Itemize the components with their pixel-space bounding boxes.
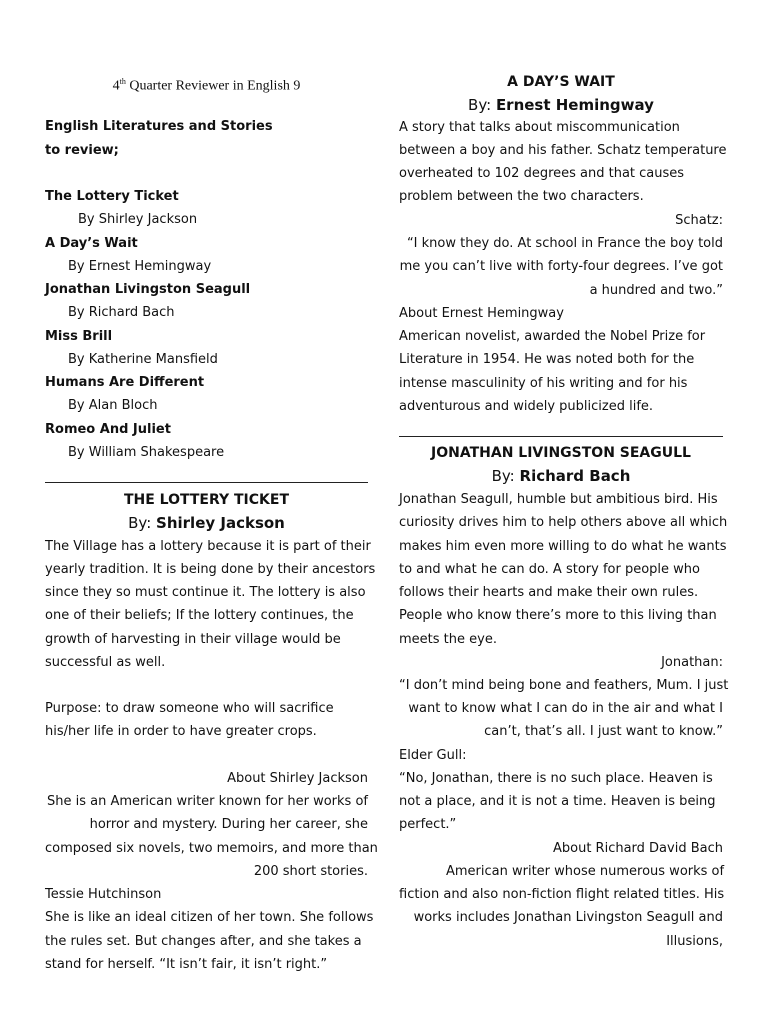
about-label: About Ernest Hemingway <box>399 306 564 321</box>
about-line: adventurous and widely publicized life. <box>399 399 654 414</box>
section-divider <box>45 482 368 483</box>
summary-line: curiosity drives him to help others above all which <box>399 515 728 530</box>
about-line: 200 short stories. <box>253 864 368 879</box>
section-byline: By: Richard Bach <box>491 467 631 485</box>
list-author: By Ernest Hemingway <box>68 259 212 274</box>
page-header: 4th Quarter Reviewer in English 9 <box>112 77 301 94</box>
about-line: Literature in 1954. He was noted both for the <box>399 352 695 367</box>
list-title: Romeo And Juliet <box>45 422 171 437</box>
summary-line: between a boy and his father. Schatz temperature <box>399 143 727 158</box>
quote-line: a hundred and two.” <box>589 283 723 298</box>
quote-speaker: Schatz: <box>675 213 723 228</box>
quote-line: can’t, that’s all. I just want to know.” <box>484 724 723 739</box>
character-label: Tessie Hutchinson <box>45 887 162 902</box>
section-title: A DAY’S WAIT <box>507 74 615 90</box>
summary-line: to and what he can do. A story for people who <box>399 562 700 577</box>
about-line: composed six novels, two memoirs, and more than <box>45 841 378 856</box>
quote-line: “I don’t mind being bone and feathers, Mum. I just <box>399 678 729 693</box>
section-divider <box>399 436 723 437</box>
summary-line: makes him even more willing to do what he wants <box>399 539 727 554</box>
list-author: By Alan Bloch <box>68 398 158 413</box>
list-title: Humans Are Different <box>45 375 205 390</box>
section-title: JONATHAN LIVINGSTON SEAGULL <box>431 445 691 461</box>
summary-line: one of their beliefs; If the lottery continues, the <box>45 608 354 623</box>
about-line: American writer whose numerous works of <box>446 864 725 879</box>
purpose-line: Purpose: to draw someone who will sacrifice <box>45 701 334 716</box>
about-line: She is an American writer known for her works of <box>47 794 368 809</box>
list-author: By William Shakespeare <box>68 445 225 460</box>
summary-line: follows their hearts and make their own rules. <box>399 585 699 600</box>
intro-line: English Literatures and Stories <box>45 119 273 134</box>
quote-line: me you can’t live with forty-four degrees. I’ve got <box>399 259 723 274</box>
list-title: A Day’s Wait <box>45 236 138 251</box>
quote-line: not a place, and it is not a time. Heaven is being <box>399 794 716 809</box>
summary-line: since they so must continue it. The lottery is also <box>45 585 366 600</box>
summary-line: successful as well. <box>45 655 166 670</box>
about-label: About Shirley Jackson <box>227 771 368 786</box>
list-author: By Shirley Jackson <box>78 212 198 227</box>
about-line: intense masculinity of his writing and for his <box>399 376 688 391</box>
summary-line: problem between the two characters. <box>399 189 644 204</box>
summary-line: Jonathan Seagull, humble but ambitious bird. His <box>399 492 718 507</box>
quote-line: want to know what I can do in the air and what I <box>408 701 723 716</box>
summary-line: growth of harvesting in their village would be <box>45 632 341 647</box>
section-byline: By: Shirley Jackson <box>128 514 285 532</box>
character-line: She is like an ideal citizen of her town. She follows <box>45 910 374 925</box>
list-title: Miss Brill <box>45 329 113 344</box>
about-line: horror and mystery. During her career, she <box>89 817 368 832</box>
quote-line: perfect.” <box>399 817 457 832</box>
summary-line: yearly tradition. It is being done by their ancestors <box>45 562 376 577</box>
purpose-line: his/her life in order to have greater crops. <box>45 724 317 739</box>
quote-line: “I know they do. At school in France the boy told <box>406 236 723 251</box>
quote-speaker: Elder Gull: <box>399 748 467 763</box>
list-author: By Katherine Mansfield <box>68 352 218 367</box>
intro-line: to review; <box>45 143 119 158</box>
about-line: fiction and also non-fiction flight related titles. His <box>399 887 725 902</box>
quote-speaker: Jonathan: <box>661 655 723 670</box>
about-line: American novelist, awarded the Nobel Prize for <box>399 329 706 344</box>
summary-line: overheated to 102 degrees and that causes <box>399 166 685 181</box>
summary-line: The Village has a lottery because it is part of their <box>45 539 371 554</box>
list-title: The Lottery Ticket <box>45 189 179 204</box>
section-title: THE LOTTERY TICKET <box>123 492 290 508</box>
about-label: About Richard David Bach <box>552 841 723 856</box>
character-line: the rules set. But changes after, and she takes a <box>45 934 362 949</box>
list-title: Jonathan Livingston Seagull <box>45 282 251 297</box>
character-line: stand for herself. “It isn’t fair, it isn’t right.” <box>45 957 328 972</box>
summary-line: A story that talks about miscommunication <box>399 120 680 135</box>
about-line: works includes Jonathan Livingston Seagull and <box>413 910 723 925</box>
about-line: Illusions, <box>666 934 723 949</box>
summary-line: People who know there’s more to this living than <box>399 608 717 623</box>
section-byline: By: Ernest Hemingway <box>468 96 654 114</box>
list-author: By Richard Bach <box>68 305 175 320</box>
summary-line: meets the eye. <box>399 632 497 647</box>
quote-line: “No, Jonathan, there is no such place. Heaven is <box>399 771 713 786</box>
